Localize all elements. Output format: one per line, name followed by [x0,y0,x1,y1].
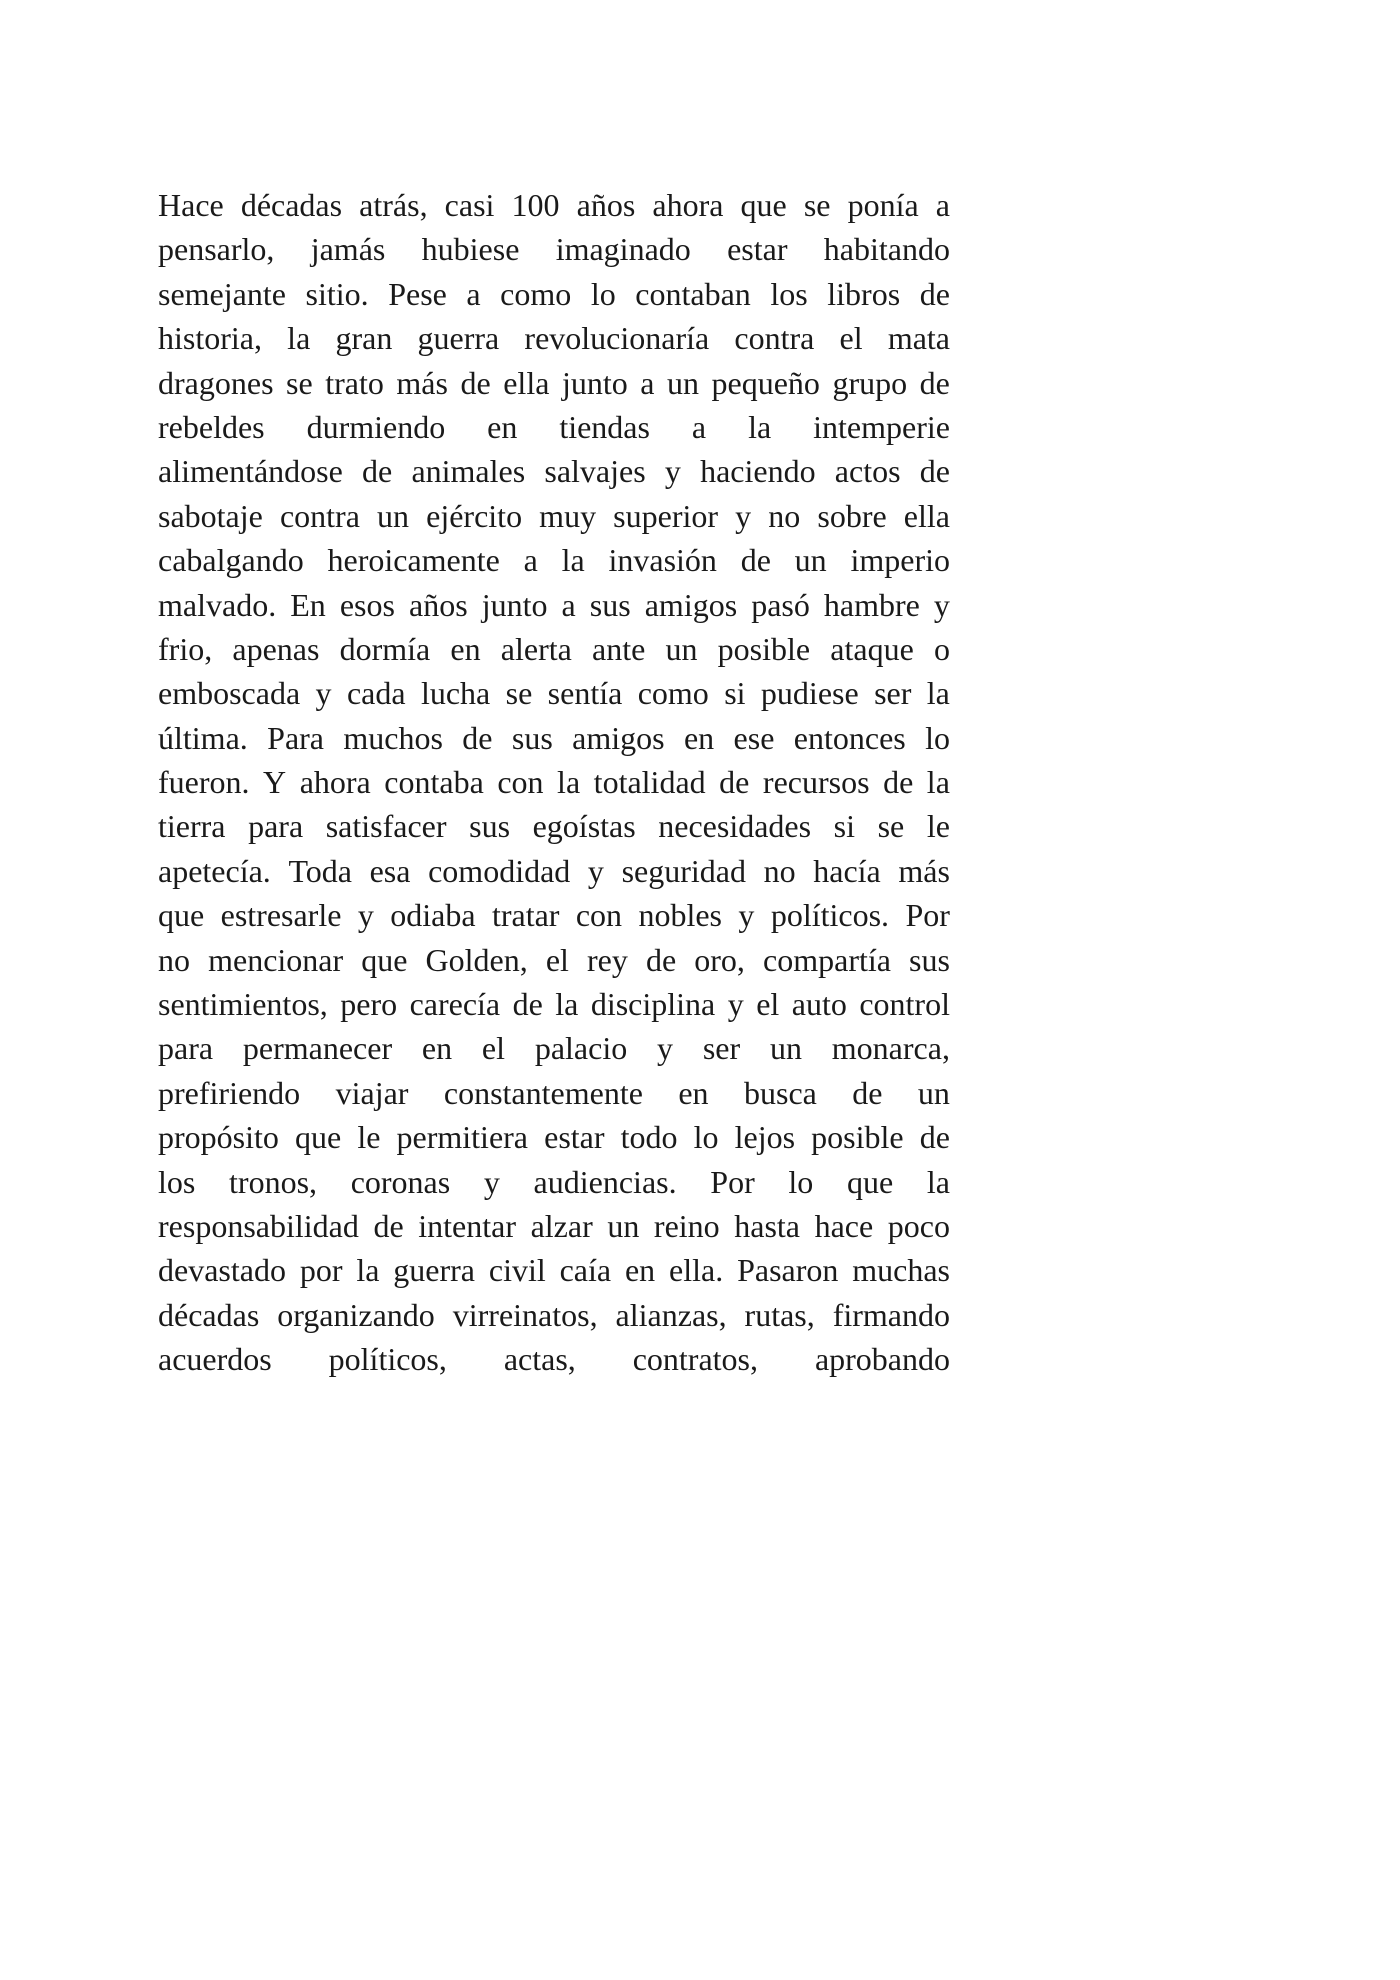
word: amigos [644,586,738,623]
word: propósito [158,1119,279,1156]
word: seguridad [621,852,746,889]
word: si [833,808,855,845]
word: control [859,986,950,1023]
word: se [286,364,313,401]
word: la [287,320,311,357]
text-line [158,1160,950,1204]
word: con [497,764,544,801]
word: totalidad [593,764,706,801]
word: apenas [232,630,320,667]
word: que [361,941,408,978]
word: esa [369,852,411,889]
word: permitiera [396,1119,528,1156]
word: de [919,275,950,312]
word: a [935,187,950,223]
word: apetecía. [158,852,271,889]
word: hace [814,1207,874,1244]
word: auto [791,986,847,1023]
word: prefiriendo [158,1074,301,1111]
text-line [158,1293,950,1337]
word: intentar [418,1207,516,1244]
word: la [926,764,950,801]
word: los [158,1163,196,1200]
word: no [768,497,801,534]
word: Hace [158,187,224,223]
word: rutas, [744,1296,815,1333]
word: el [839,320,863,357]
word: actas, [503,1341,576,1378]
word: en [683,719,715,756]
word: el [481,1030,506,1067]
word: y [657,1030,674,1067]
word: como [637,675,709,712]
word: posible [717,630,811,667]
word: y [357,897,374,934]
word: de [883,764,914,801]
word: invasión [608,542,717,579]
word: responsabilidad [158,1207,359,1244]
text-line [158,849,950,893]
word: gran [335,320,393,357]
word: muy [539,497,597,534]
word: de [462,719,493,756]
word: lo [925,719,950,756]
word: como [500,275,572,312]
word: sus [511,719,553,756]
word: esos [339,586,395,623]
word: imperio [850,542,950,579]
word: un [607,1207,640,1244]
word: tronos, [229,1163,318,1200]
word: trato [325,364,384,401]
word: más [898,852,950,889]
word: en [678,1074,709,1111]
word: ser [702,1030,741,1067]
word: a [466,275,481,312]
word: amigos [572,719,665,756]
word: políticos, [328,1341,447,1378]
text-line [158,316,950,360]
word: para [248,808,304,845]
word: sitio. [305,275,369,312]
word: cada [346,675,406,712]
word: la [926,1163,950,1200]
word: la [555,986,579,1023]
word: Pasaron [737,1252,839,1289]
text-line [158,538,950,582]
word: décadas [158,1296,260,1333]
word: a [691,408,707,445]
word: que [295,1119,342,1156]
word: a [561,586,576,623]
text-line [158,982,950,1026]
word: ella [503,364,550,401]
word: junto [481,586,548,623]
word: años [408,586,468,623]
word: monarca, [831,1030,950,1067]
word: ahora [652,187,724,223]
text-line [158,1248,950,1292]
word: hasta [734,1207,800,1244]
word: lucha [420,675,491,712]
word: posible [811,1119,904,1156]
word: comodidad [428,852,571,889]
word: alianzas, [615,1296,727,1333]
word: sus [909,941,950,978]
word: a [523,542,538,579]
word: y [315,675,332,712]
word: décadas [240,187,343,223]
word: junto [561,364,628,401]
word: constantemente [443,1074,643,1111]
word: muchos [343,719,443,756]
word: lo [590,275,616,312]
word: Pese [388,275,447,312]
word: por [299,1252,343,1289]
word: cabalgando [158,542,304,579]
word: odiaba [390,897,476,934]
word: de [460,364,491,401]
word: heroicamente [327,542,500,579]
word: y [933,586,950,623]
word: animales [411,453,526,490]
word: pudiese [760,675,859,712]
word: dormía [339,630,431,667]
word: se [877,808,905,845]
text-line [158,671,950,715]
text-line [158,183,950,227]
word: Por [905,897,950,934]
word: de [373,1207,404,1244]
word: muchas [852,1252,950,1289]
word: compartía [763,941,891,978]
word: un [666,364,699,401]
text-line [158,583,950,627]
word: mencionar [208,941,344,978]
word: alerta [500,630,572,667]
word: que [740,187,787,223]
word: imaginado [555,231,691,268]
text-line [158,361,950,405]
word: rebeldes [158,408,265,445]
text-line [158,449,950,493]
word: revolucionaría [524,320,710,357]
word: sentía [547,675,623,712]
word: un [377,497,410,534]
word: carecía [409,986,501,1023]
word: de [919,364,950,401]
text-line [158,1026,950,1070]
word: malvado. [158,586,277,623]
word: alimentándose [158,453,343,490]
text-line [158,1337,950,1381]
word: ella [903,497,950,534]
word: superior [613,497,719,534]
word: devastado [158,1252,286,1289]
word: si [724,675,746,712]
word: guerra [417,320,500,357]
text-line [158,1071,950,1115]
word: casi [444,187,495,223]
word: hacía [813,852,881,889]
text-line [158,1115,950,1159]
word: la [561,542,585,579]
word: políticos. [770,897,890,934]
text-line [158,227,950,271]
word: permanecer [242,1030,393,1067]
text-line [158,272,950,316]
word: se [803,187,831,223]
word: jamás [310,231,386,268]
word: el [545,941,569,978]
word: la [926,675,950,712]
word: no [158,941,190,978]
word: no [763,852,796,889]
word: historia, [158,320,262,357]
word: de [512,986,543,1023]
word: disciplina [590,986,716,1023]
word: emboscada [158,675,301,712]
word: años [576,187,636,223]
word: contra [279,497,360,534]
word: de [919,453,950,490]
word: pero [340,986,398,1023]
word: ejército [426,497,523,534]
word: tratar [491,897,560,934]
word: fueron. [158,764,250,801]
word: tiendas [559,408,650,445]
word: sus [469,808,511,845]
word: ante [592,630,646,667]
word: en [450,630,481,667]
word: intemperie [813,408,950,445]
word: contratos, [632,1341,758,1378]
word: dragones [158,364,274,401]
word: hubiese [421,231,520,268]
word: y [587,852,604,889]
word: alzar [530,1207,593,1244]
word: satisfacer [325,808,447,845]
word: nobles [638,897,722,934]
word: tierra [158,808,226,845]
word: para [158,1030,214,1067]
word: y [738,897,755,934]
word: contaban [635,275,751,312]
word: o [933,630,950,667]
word: y [727,986,744,1023]
word: lejos [734,1119,796,1156]
text-line [158,760,950,804]
word: le [357,1119,381,1156]
word: mata [887,320,950,357]
word: lo [693,1119,719,1156]
word: haciendo [700,453,816,490]
word: y [664,453,681,490]
word: frio, [158,630,213,667]
text-line [158,1204,950,1248]
word: durmiendo [306,408,446,445]
word: Toda [288,852,352,889]
word: estresarle [220,897,342,934]
word: los [770,275,808,312]
word: en [421,1030,453,1067]
word: 100 [511,187,560,223]
word: civil [488,1252,546,1289]
word: pasó [751,586,810,623]
word: un [917,1074,950,1111]
word: de [362,453,393,490]
word: estar [727,231,788,268]
word: y [483,1163,500,1200]
word: un [794,542,827,579]
text-line [158,405,950,449]
word: lo [788,1163,814,1200]
word: de [719,764,750,801]
word: última. [158,719,248,756]
body-paragraph [158,183,950,1382]
word: en [624,1252,656,1289]
word: firmando [832,1296,950,1333]
word: recursos [762,764,870,801]
word: busca [743,1074,817,1111]
word: poco [887,1207,950,1244]
word: audiencias. [533,1163,677,1200]
word: semejante [158,275,286,312]
word: viajar [335,1074,409,1111]
word: actos [834,453,901,490]
word: la [557,764,581,801]
word: acuerdos [158,1341,272,1378]
word: Por [710,1163,755,1200]
word: estar [544,1119,605,1156]
word: con [575,897,623,934]
word: Para [267,719,324,756]
word: contaba [384,764,484,801]
word: sobre [817,497,887,534]
word: ese [733,719,775,756]
word: palacio [534,1030,628,1067]
word: le [926,808,950,845]
text-line [158,893,950,937]
text-line [158,627,950,671]
word: organizando [277,1296,435,1333]
word: libros [827,275,901,312]
word: de [852,1074,883,1111]
word: todo [620,1119,678,1156]
text-line [158,494,950,538]
word: que [846,1163,894,1200]
word: Y [263,764,287,801]
word: pensarlo, [158,231,275,268]
word: sabotaje [158,497,263,534]
word: En [290,586,326,623]
word: caía [559,1252,612,1289]
word: en [487,408,518,445]
word: entonces [793,719,906,756]
word: hambre [823,586,920,623]
word: de [919,1119,950,1156]
word: salvajes [544,453,646,490]
word: ponía [847,187,919,223]
word: la [748,408,772,445]
text-line [158,716,950,760]
word: sus [589,586,631,623]
word: ella. [669,1252,724,1289]
word: aprobando [814,1341,950,1378]
word: necesidades [658,808,812,845]
word: virreinatos, [452,1296,598,1333]
word: se [505,675,533,712]
word: reino [653,1207,720,1244]
word: un [769,1030,802,1067]
word: rey [587,941,628,978]
word: atrás, [359,187,428,223]
word: contra [734,320,815,357]
word: egoístas [532,808,636,845]
word: sentimientos, [158,986,328,1023]
word: el [756,986,780,1023]
word: grupo [832,364,908,401]
word: a [640,364,655,401]
word: de [645,941,677,978]
word: la [356,1252,380,1289]
word: ahora [299,764,371,801]
word: más [396,364,448,401]
word: habitando [823,231,950,268]
text-line [158,804,950,848]
word: guerra [393,1252,475,1289]
word: pequeño [711,364,820,401]
word: ataque [830,630,914,667]
word: coronas [350,1163,451,1200]
word: que [158,897,205,934]
word: y [735,497,752,534]
word: Golden, [425,941,528,978]
word: ser [874,675,912,712]
word: oro, [694,941,745,978]
word: un [665,630,698,667]
word: de [740,542,771,579]
text-line [158,938,950,982]
